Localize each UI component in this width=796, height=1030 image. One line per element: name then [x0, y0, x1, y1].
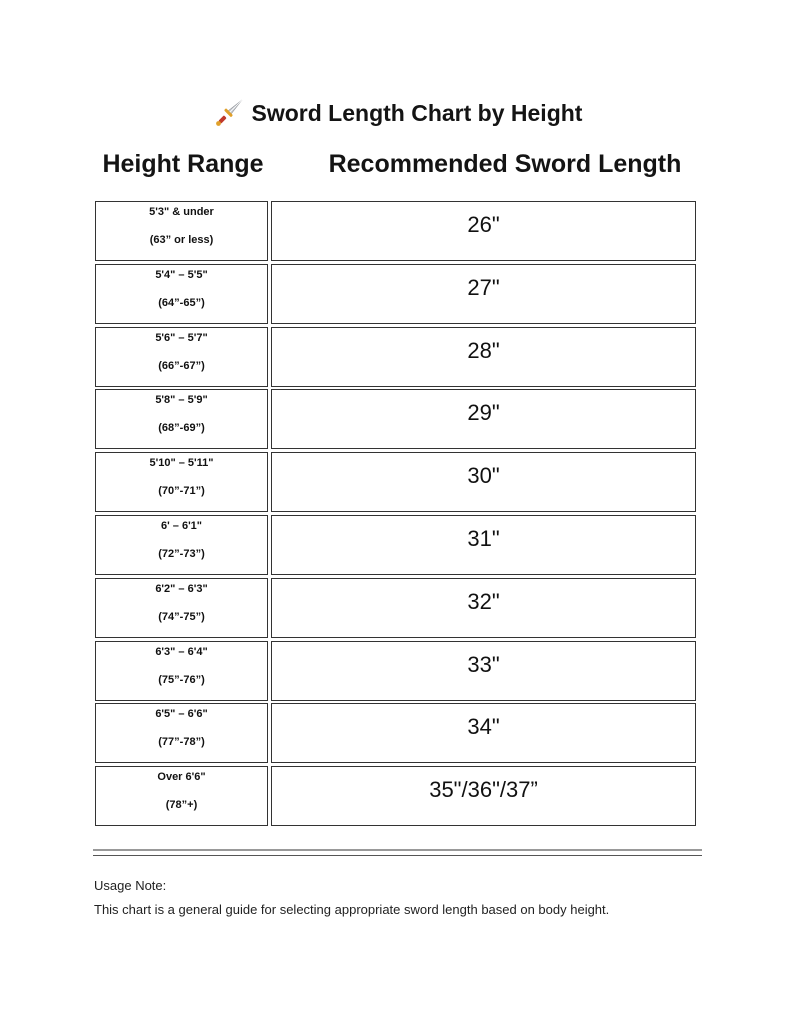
height-cell [95, 766, 268, 826]
height-range-text: 5'6" – 5'7" [155, 331, 208, 344]
height-cell [95, 389, 268, 449]
sword-length-cell: 29" [271, 389, 696, 449]
height-range-text: 6' – 6'1" [160, 519, 203, 532]
divider-line [93, 855, 702, 856]
table-row [95, 452, 697, 512]
sword-length-cell: 31" [271, 515, 696, 575]
height-inches-text: (66”-67”) [158, 359, 205, 372]
height-inches-text: (77”-78”) [158, 736, 205, 749]
height-cell [95, 578, 268, 638]
height-range-text: 5'8" – 5'9" [155, 394, 208, 407]
sword-length-table [95, 201, 697, 829]
table-row [95, 578, 697, 638]
height-inches-text: (75”-76”) [158, 673, 205, 686]
sword-length-cell: 34" [271, 703, 696, 763]
height-inches-text: (63” or less) [149, 234, 214, 246]
height-inches-text: (74”-75”) [158, 610, 205, 623]
height-range-text: 5'10" – 5'11" [149, 457, 214, 470]
usage-note-label: Usage Note: [94, 878, 167, 893]
dagger-icon [214, 98, 244, 128]
height-cell [95, 515, 268, 575]
height-inches-text: (68”-69”) [158, 422, 205, 435]
page-title: Sword Length Chart by Height [251, 99, 583, 126]
height-inches-text: (78”+) [165, 799, 198, 812]
sword-length-cell: 30" [271, 452, 696, 512]
height-cell [95, 264, 268, 324]
table-row [95, 515, 697, 575]
sword-length-header: Recommended Sword Length [328, 150, 682, 178]
height-cell [95, 327, 268, 387]
table-row [95, 264, 697, 324]
height-range-text: 5'3" & under [149, 206, 214, 218]
height-range-text: 6'5" – 6'6" [155, 708, 208, 721]
height-cell [95, 201, 268, 261]
sword-length-cell: 27" [271, 264, 696, 324]
height-inches-text: (72”-73”) [158, 547, 205, 560]
height-range-header: Height Range [102, 150, 264, 178]
usage-note-text: This chart is a general guide for selecting appropriate sword length based on body height. [94, 902, 610, 917]
height-range-text: 6'2" – 6'3" [155, 582, 208, 595]
height-cell [95, 452, 268, 512]
height-range-text: 5'4" – 5'5" [155, 268, 208, 281]
height-cell [95, 641, 268, 701]
table-row [95, 389, 697, 449]
sword-length-cell: 28" [271, 327, 696, 387]
height-range-text: Over 6'6" [157, 771, 206, 784]
table-row [95, 766, 697, 826]
title-row [0, 96, 796, 130]
table-row [95, 327, 697, 387]
height-range-text: 6'3" – 6'4" [155, 645, 208, 658]
table-row [95, 201, 697, 261]
table-row [95, 641, 697, 701]
height-inches-text: (70”-71”) [158, 485, 205, 498]
height-cell [95, 703, 268, 763]
divider-line [93, 849, 702, 851]
table-row [95, 703, 697, 763]
sword-length-cell: 26" [271, 201, 696, 261]
sword-length-cell: 32" [271, 578, 696, 638]
sword-length-cell: 33" [271, 641, 696, 701]
height-inches-text: (64”-65”) [158, 296, 205, 309]
sword-length-cell: 35"/36"/37” [271, 766, 696, 826]
